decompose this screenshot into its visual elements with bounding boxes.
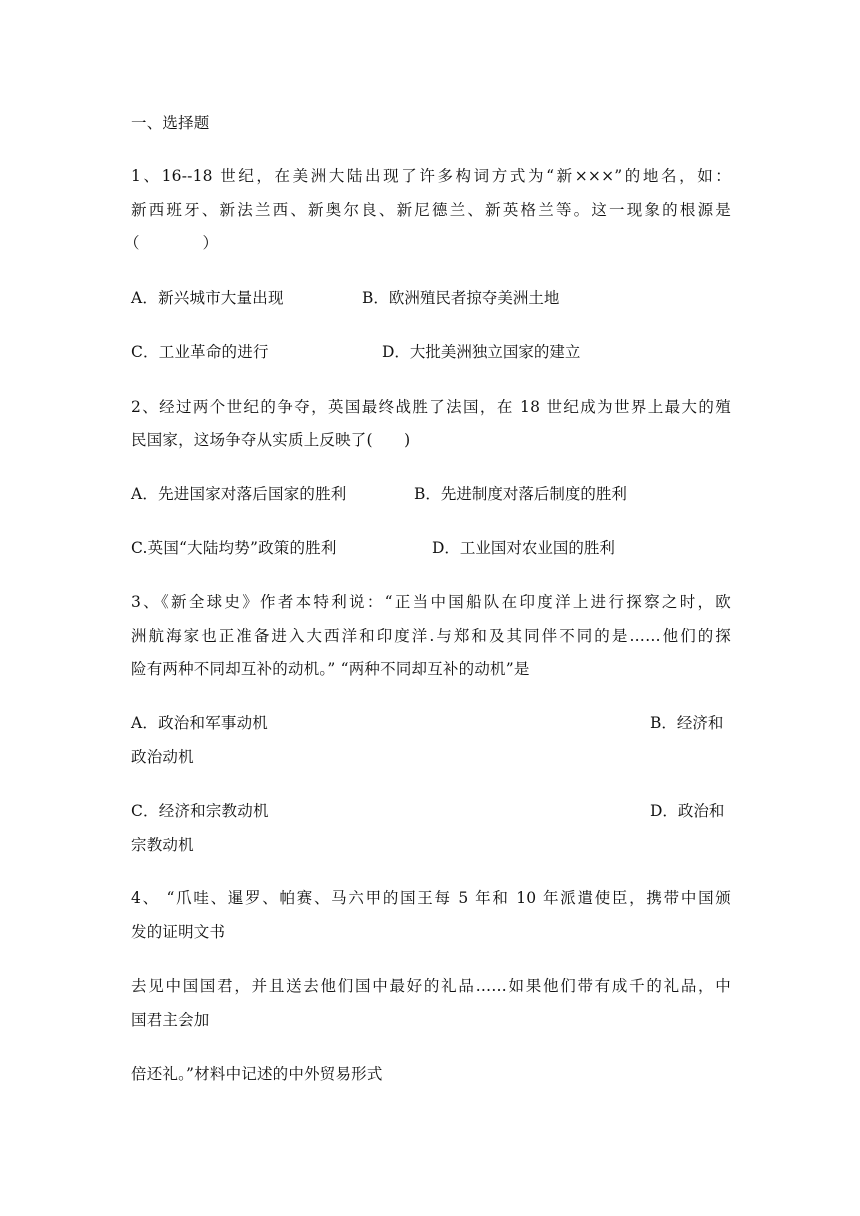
question-1-line-2: 新西班牙、新法兰西、新奥尔良、新尼德兰、新英格兰等。这一现象的根源是 (131, 201, 731, 219)
question-3-option-b: B．经济和 (650, 714, 724, 732)
question-1-option-b: B．欧洲殖民者掠夺美洲土地 (362, 289, 560, 307)
question-4-line-5: 倍还礼。”材料中记述的中外贸易形式 (131, 1065, 383, 1083)
question-2-line-1: 2、经过两个世纪的争夺，英国最终战胜了法国，在 18 世纪成为世界上最大的殖 (131, 398, 731, 416)
question-1-line-1: 1、16--18 世纪，在美洲大陆出现了许多构词方式为“新×××”的地名，如： (131, 167, 731, 185)
question-4-line-3: 去见中国国君，并且送去他们国中最好的礼品……如果他们带有成千的礼品，中 (131, 977, 731, 995)
question-3-line-3: 险有两种不同却互补的动机。” “两种不同却互补的动机”是 (131, 660, 530, 678)
question-3-line-1: 3、《新全球史》作者本特利说：“正当中国船队在印度洋上进行探察之时，欧 (131, 593, 731, 611)
question-4-line-2: 发的证明文书 (131, 923, 226, 941)
question-1-option-c: C．工业革命的进行 (131, 343, 269, 361)
question-1-line-3: （ ） (124, 234, 219, 252)
question-4-line-1: 4、 “爪哇、暹罗、帕赛、马六甲的国王每 5 年和 10 年派遣使臣，携带中国颁 (131, 889, 731, 907)
section-title: 一、选择题 (131, 114, 210, 132)
question-3-line-2: 洲航海家也正准备进入大西洋和印度洋.与郑和及其同伴不同的是……他们的探 (131, 627, 731, 645)
question-2-option-b: B．先进制度对落后制度的胜利 (414, 485, 627, 503)
question-3-option-a: A．政治和军事动机 (131, 714, 268, 732)
question-1-option-a: A．新兴城市大量出现 (131, 289, 284, 307)
question-3-option-b-cont: 政治动机 (131, 748, 194, 766)
question-2-line-2: 民国家，这场争夺从实质上反映了( ) (131, 431, 411, 449)
question-3-option-d-cont: 宗教动机 (131, 836, 194, 854)
question-2-option-c: C.英国“大陆均势”政策的胜利 (131, 539, 337, 557)
question-4-line-4: 国君主会加 (131, 1011, 210, 1029)
question-1-option-d: D．大批美洲独立国家的建立 (382, 343, 581, 361)
question-2-option-a: A．先进国家对落后国家的胜利 (131, 485, 347, 503)
question-3-option-d: D．政治和 (650, 802, 725, 820)
question-2-option-d: D．工业国对农业国的胜利 (432, 539, 615, 557)
question-3-option-c: C．经济和宗教动机 (131, 802, 269, 820)
